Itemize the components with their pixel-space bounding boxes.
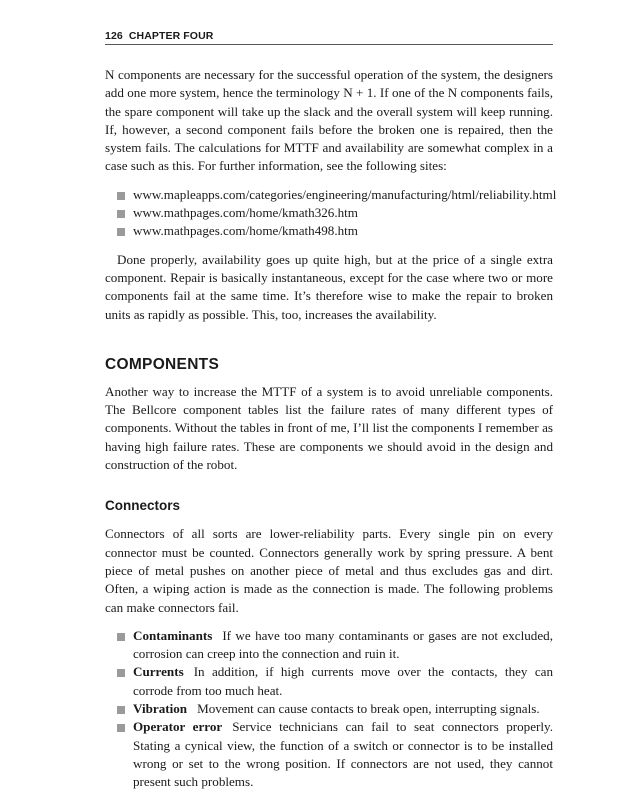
page-number: 126 [105, 30, 123, 42]
problem-item [105, 663, 553, 700]
link-item[interactable]: www.mapleapps.com/categories/engineering/manufacturing/html/reliability.html [105, 186, 553, 204]
problem-item [105, 627, 553, 664]
availability-paragraph: Done properly, availability goes up quite high, but at the price of a single extra component. Repair is basically instantaneous, except for the case where two or more components fail at the same time. It’s therefore wise to make the repair to broken units as rapidly as possible. This, too, increases the availability. [105, 251, 553, 322]
components-paragraph: Another way to increase the MTTF of a system is to avoid unreliable components. The Bellcore component tables list the failure rates of many different types of components. Without the tables in front of me, I’ll list the components I remember as having high failure rates. These are components we should avoid in the design and construction of the robot. [105, 383, 553, 473]
problem-text: Service technicians can fail to seat connectors properly. Stating a cynical view, the function of a switch or connector is to be installed wrong or set to the wrong position. If connectors are not used, they cannot present such problems. [133, 719, 554, 790]
connectors-heading: Connectors [105, 498, 181, 514]
running-header [105, 30, 553, 45]
components-heading: COMPONENTS [105, 355, 220, 373]
problem-term: Operator error [133, 719, 223, 735]
intro-paragraph: N components are necessary for the successful operation of the system, the designers add one more system, hence the terminology N + 1. If one of the N components fails, the spare component will take up the slack and the overall system will keep running. If, however, a second component fails before the broken one is repaired, then the system fails. The calculations for MTTF and availability are somewhat complex in a case such as this. For further information, see the following sites: [105, 67, 553, 174]
problem-term: Contaminants [133, 627, 213, 643]
problem-list [105, 627, 553, 792]
link-item[interactable]: www.mathpages.com/home/kmath498.htm [105, 222, 553, 240]
link-item[interactable]: www.mathpages.com/home/kmath326.htm [105, 204, 553, 222]
problem-text: If we have too many contaminants or gases are not excluded, corrosion can creep into the connection and ruin it. [133, 627, 553, 662]
problem-item [105, 700, 553, 718]
problem-item [105, 718, 553, 791]
problem-text: In addition, if high currents move over the contacts, they can corrode from too much heat. [133, 664, 553, 698]
problem-term: Currents [133, 664, 184, 680]
link-list [105, 186, 557, 241]
problem-text: Movement can cause contacts to break open, interrupting signals. [197, 701, 540, 717]
connectors-paragraph: Connectors of all sorts are lower-reliability parts. Every single pin on every connector must be counted. Connectors generally work by spring pressure. A bent piece of metal pushes on another piece of metal and thus excludes gas and dirt. Often, a wiping action is made as the connection is made. The following problems can make connectors fail. [105, 526, 553, 615]
page-body [105, 66, 557, 792]
chapter-title: CHAPTER FOUR [128, 30, 214, 42]
problem-term: Vibration [133, 701, 188, 717]
